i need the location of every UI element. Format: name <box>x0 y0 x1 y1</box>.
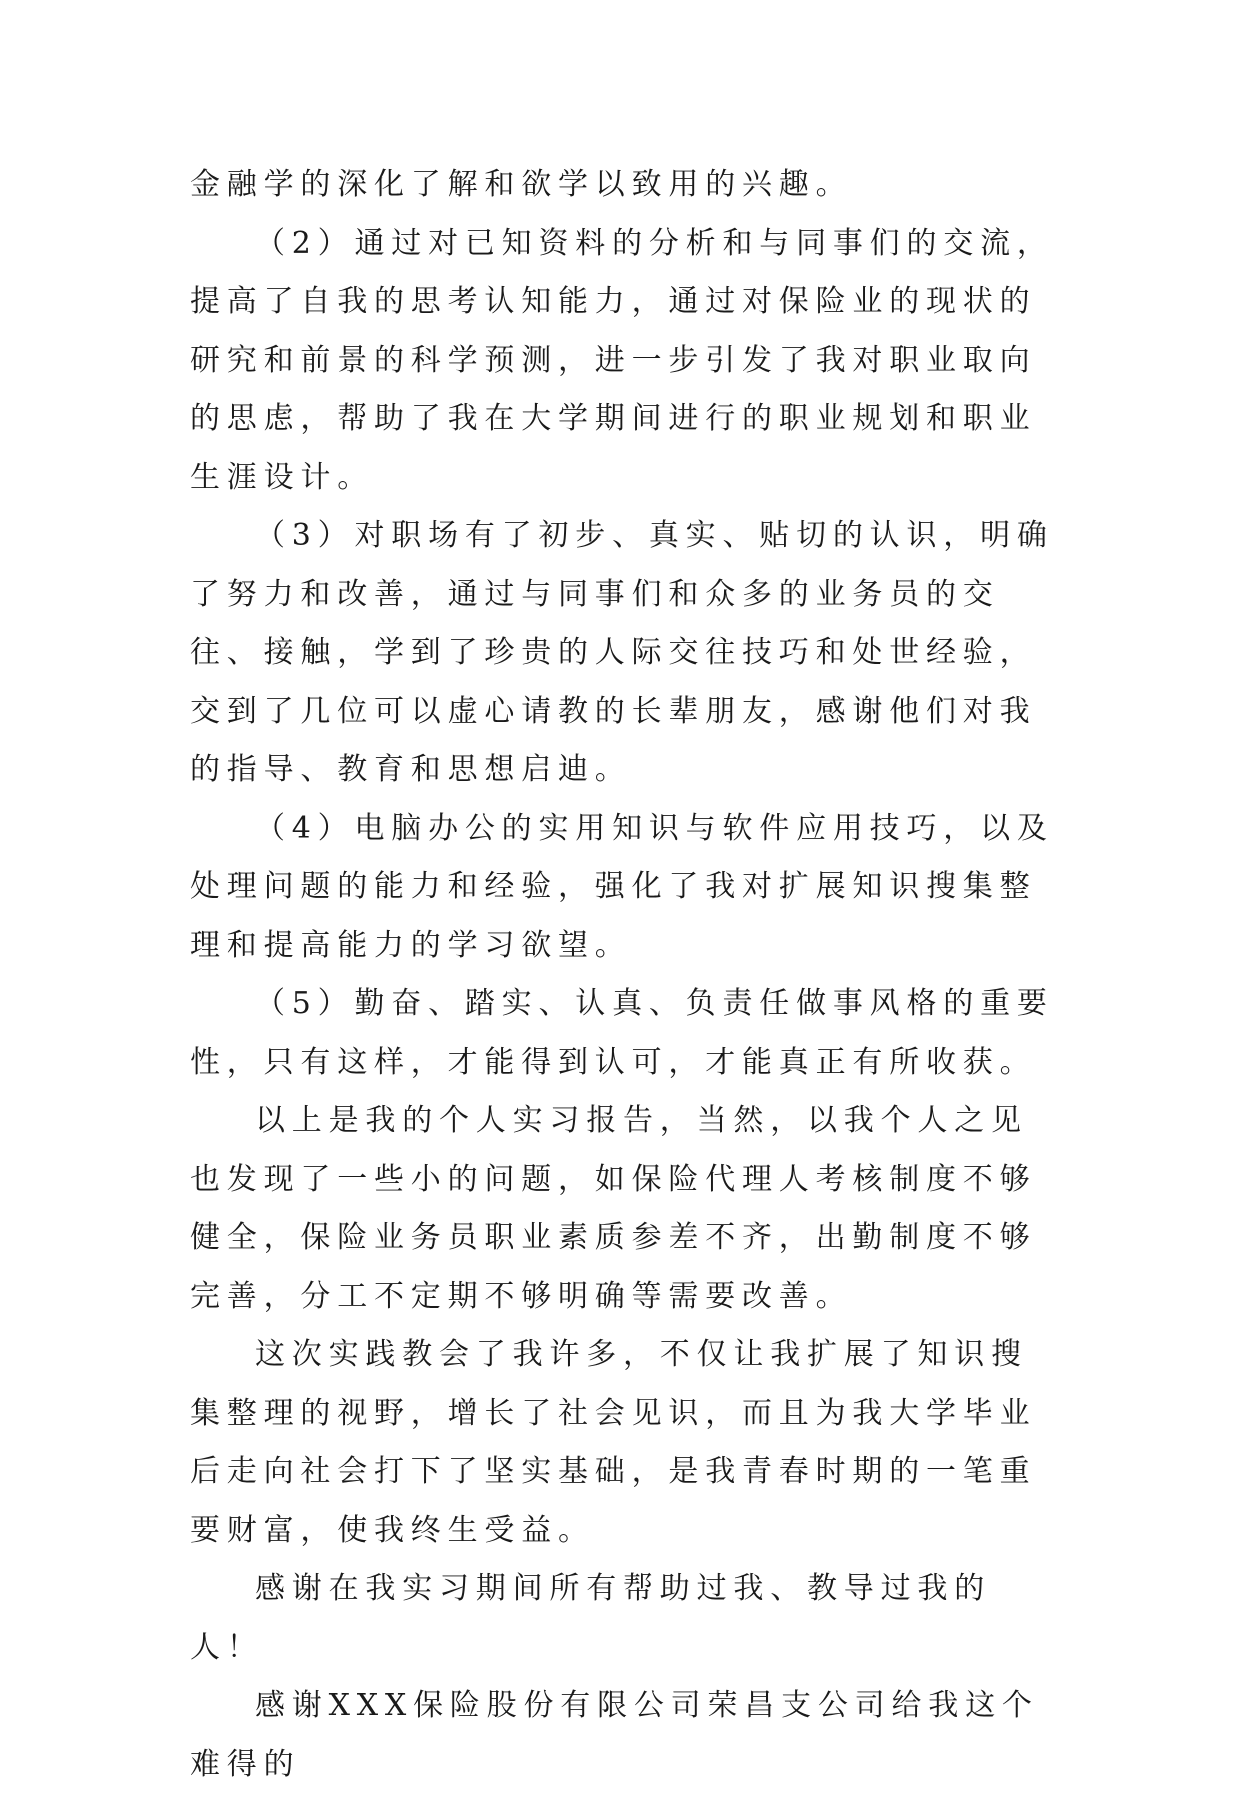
document-body <box>190 156 1060 1794</box>
paragraph-3: （3）对职场有了初步、真实、贴切的认识，明确了努力和改善，通过与同事们和众多的业务员的交往、接触，学到了珍贵的人际交往技巧和处世经验，交到了几位可以虚心请教的长辈朋友，感谢他们对我的指导、教育和思想启迪。 <box>190 518 1054 787</box>
paragraph-4: （4）电脑办公的实用知识与软件应用技巧，以及处理问题的能力和经验，强化了我对扩展知识搜集整理和提高能力的学习欲望。 <box>190 810 1054 963</box>
paragraph-7: 这次实践教会了我许多，不仅让我扩展了知识搜集整理的视野，增长了社会见识，而且为我大学毕业后走向社会打下了坚实基础，是我青春时期的一笔重要财富，使我终生受益。 <box>190 1337 1037 1548</box>
paragraph-2: （2）通过对已知资料的分析和与同事们的交流，提高了自我的思考认知能力，通过对保险业的现状的研究和前景的科学预测，进一步引发了我对职业取向的思虑，帮助了我在大学期间进行的职业规划和职业生涯设计。 <box>190 225 1054 495</box>
paragraph-9: 感谢XXX保险股份有限公司荣昌支公司给我这个难得的 <box>190 1688 1039 1782</box>
paragraph-1: 金融学的深化了解和欲学以致用的兴趣。 <box>190 167 853 202</box>
paragraph-6: 以上是我的个人实习报告，当然，以我个人之见也发现了一些小的问题，如保险代理人考核制度不够健全，保险业务员职业素质参差不齐，出勤制度不够完善，分工不定期不够明确等需要改善。 <box>190 1103 1037 1314</box>
paragraph-8: 感谢在我实习期间所有帮助过我、教导过我的人！ <box>190 1571 991 1665</box>
paragraph-5: （5）勤奋、踏实、认真、负责任做事风格的重要性，只有这样，才能得到认可，才能真正有所收获。 <box>190 986 1054 1080</box>
